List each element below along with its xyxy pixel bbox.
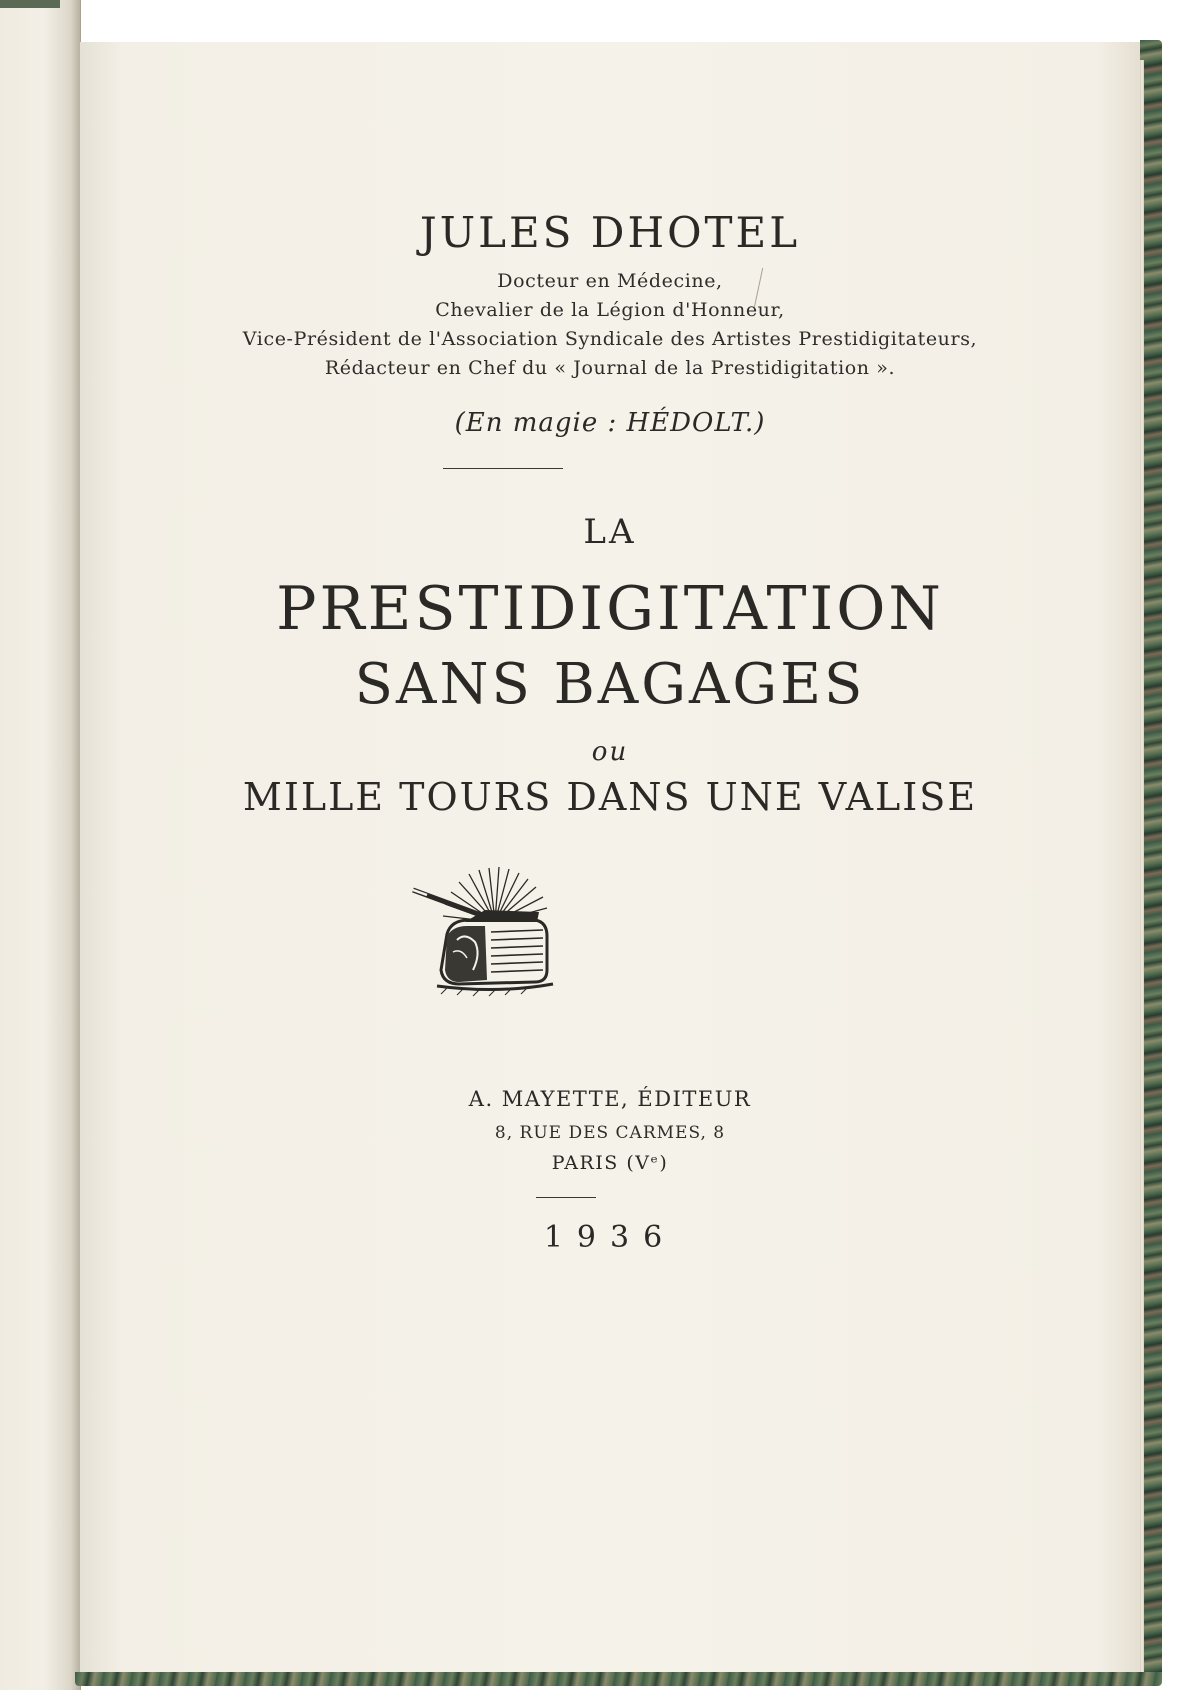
title-connector: ou (591, 737, 629, 767)
divider-rule (443, 468, 563, 469)
credential-line: Rédacteur en Chef du « Journal de la Prestidigitation ». (324, 357, 896, 379)
publication-year: 1936 (543, 1220, 677, 1255)
marbled-cover-bottom-edge (75, 1672, 1162, 1686)
cover-corner-left (0, 0, 60, 8)
publisher-city: PARIS (Vᵉ) (551, 1152, 669, 1174)
book-alternate-title: MILLE TOURS DANS UNE VALISE (242, 775, 978, 819)
credential-line: Chevalier de la Légion d'Honneur, (435, 299, 785, 321)
title-article: LA (583, 512, 637, 552)
publisher-name: A. MAYETTE, ÉDITEUR (468, 1087, 752, 1111)
credential-line: Vice-Président de l'Association Syndicale des Artistes Prestidigitateurs, (242, 328, 978, 350)
left-facing-page (0, 0, 81, 1690)
book-title-sub: SANS BAGAGES (354, 652, 866, 717)
credential-line: Docteur en Médecine, (497, 270, 723, 292)
author-pseudonym: (En magie : HÉDOLT.) (454, 408, 766, 438)
title-page (80, 42, 1140, 1672)
book-title-main: PRESTIDIGITATION (276, 574, 944, 644)
magic-suitcase-wand-icon (407, 862, 567, 997)
publisher-address: 8, RUE DES CARMES, 8 (494, 1123, 726, 1143)
author-name: JULES DHOTEL (419, 208, 801, 257)
divider-rule (536, 1197, 596, 1198)
author-credentials (80, 267, 1140, 383)
